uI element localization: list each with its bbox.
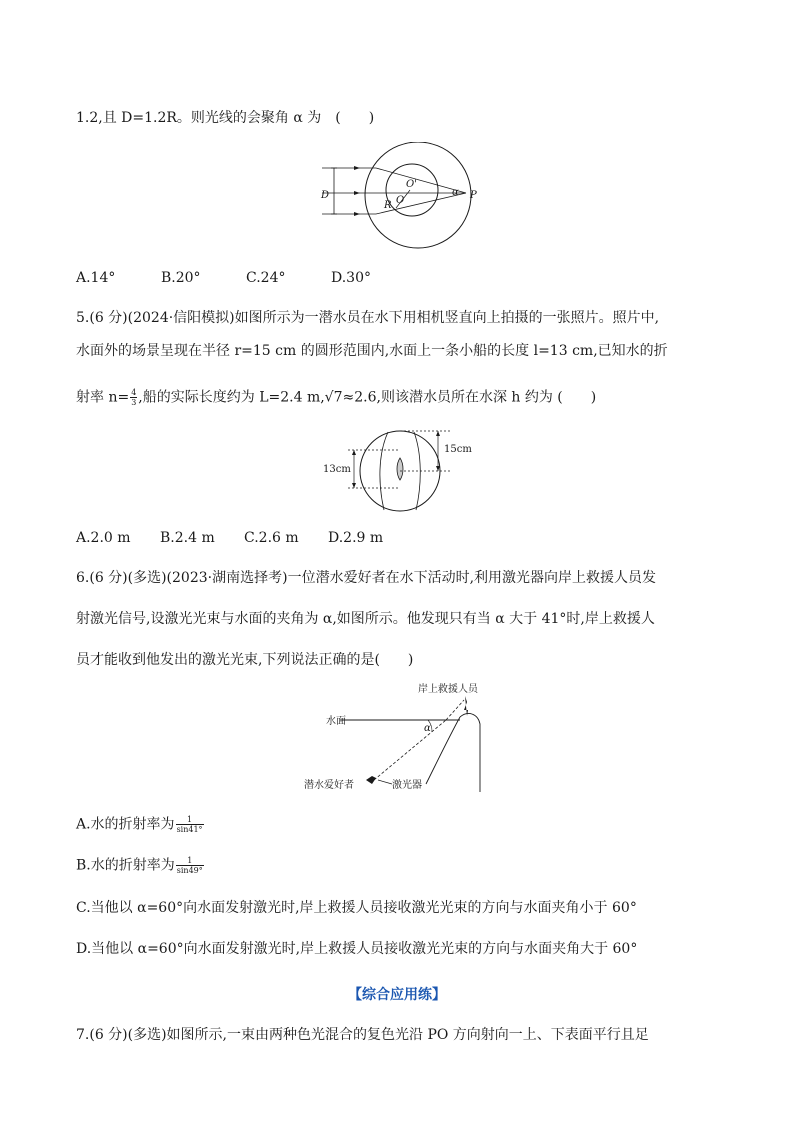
frac-num: 4 (131, 388, 137, 397)
label-13cm: 13cm (323, 464, 351, 475)
q6-line2: 射激光信号,设激光光束与水面的夹角为 α,如图所示。他发现只有当 α 大于 41°时,岸上救援人 (76, 611, 655, 627)
q6-option-a-text: A.水的折射率为 (76, 816, 175, 833)
q5-line3 (76, 388, 596, 407)
small-circle (386, 164, 438, 216)
label-diver: 潜水爱好者 (304, 780, 354, 791)
q6-option-c[interactable]: C.当他以 α=60°向水面发射激光时,岸上救援人员接收激光光束的方向与水面夹角小于 60° (76, 900, 637, 916)
shore-cliff (460, 713, 480, 792)
label-15cm: 15cm (444, 444, 472, 455)
q5-line3-post: ,船的实际长度约为 L=2.4 m,√7≈2.6,则该潜水员所在水深 h 约为 ( ) (138, 389, 597, 406)
fraction-four-thirds (130, 388, 137, 407)
label-water-surface: 水面 (326, 716, 346, 727)
q5-options (76, 529, 383, 547)
label-alpha: α (452, 187, 459, 198)
label-R: R (384, 200, 392, 211)
figure-underwater-photo (322, 424, 482, 520)
label-P: P (470, 190, 477, 201)
q6-line3: 员才能收到他发出的激光光束,下列说法正确的是( ) (76, 652, 414, 668)
fraction-1-over-sin41 (176, 815, 204, 834)
q5-line3-pre: 射率 n= (76, 389, 130, 406)
q5-option-a[interactable]: A.2.0 m (76, 530, 131, 546)
label-O: O (396, 195, 405, 206)
q6-line1: 6.(6 分)(多选)(2023·湖南选择考)一位潜水爱好者在水下活动时,利用激光器向岸上救援人员发 (76, 570, 657, 586)
frac-den: 3 (131, 398, 137, 407)
frac-num: 1 (187, 856, 193, 865)
q5-option-b[interactable]: B.2.4 m (160, 530, 215, 546)
q4-option-c[interactable]: C.24° (246, 270, 286, 286)
q6-option-b[interactable] (76, 856, 205, 875)
label-laser: 激光器 (392, 780, 422, 791)
section-title: 【综合应用练】 (348, 987, 446, 1003)
label-D: D (321, 190, 330, 201)
frac-den: sin41° (176, 825, 203, 834)
q4-option-b[interactable]: B.20° (161, 270, 201, 286)
q6-option-b-text: B.水的折射率为 (76, 857, 175, 874)
q7-line1: 7.(6 分)(多选)如图所示,一束由两种色光混合的复色光沿 PO 方向射向一上、下表面平行且足 (76, 1027, 649, 1043)
q5-line2: 水面外的场景呈现在半径 r=15 cm 的圆形范围内,水面上一条小船的长度 l=13 cm,已知水的折 (76, 343, 668, 359)
label-rescuer: 岸上救援人员 (418, 684, 478, 695)
q5-line1: 5.(6 分)(2024·信阳模拟)如图所示为一潜水员在水下用相机竖直向上拍摄的一张照片。照片中, (76, 310, 660, 326)
frac-den: sin49° (176, 866, 203, 875)
q4-option-d[interactable]: D.30° (331, 270, 371, 286)
q4-option-a[interactable]: A.14° (76, 270, 116, 286)
figure-laser-rescue (300, 680, 510, 794)
frac-num: 1 (187, 815, 193, 824)
fraction-1-over-sin49 (176, 856, 204, 875)
rescuer-figure (464, 696, 468, 716)
label-alpha: α (424, 723, 431, 734)
q6-option-a[interactable] (76, 815, 205, 834)
diver-icon (366, 776, 376, 784)
q4-options (76, 269, 371, 287)
figure-converging-lens (318, 142, 488, 250)
boat-shape (397, 458, 403, 480)
q6-option-d[interactable]: D.当他以 α=60°向水面发射激光时,岸上救援人员接收激光光束的方向与水面夹角大于 60° (76, 941, 638, 957)
q5-option-c[interactable]: C.2.6 m (244, 530, 299, 546)
label-O-prime: O' (406, 179, 417, 190)
q4-stem: 1.2,且 D=1.2R。则光线的会聚角 α 为 ( ) (76, 110, 375, 126)
q5-option-d[interactable]: D.2.9 m (328, 530, 384, 546)
